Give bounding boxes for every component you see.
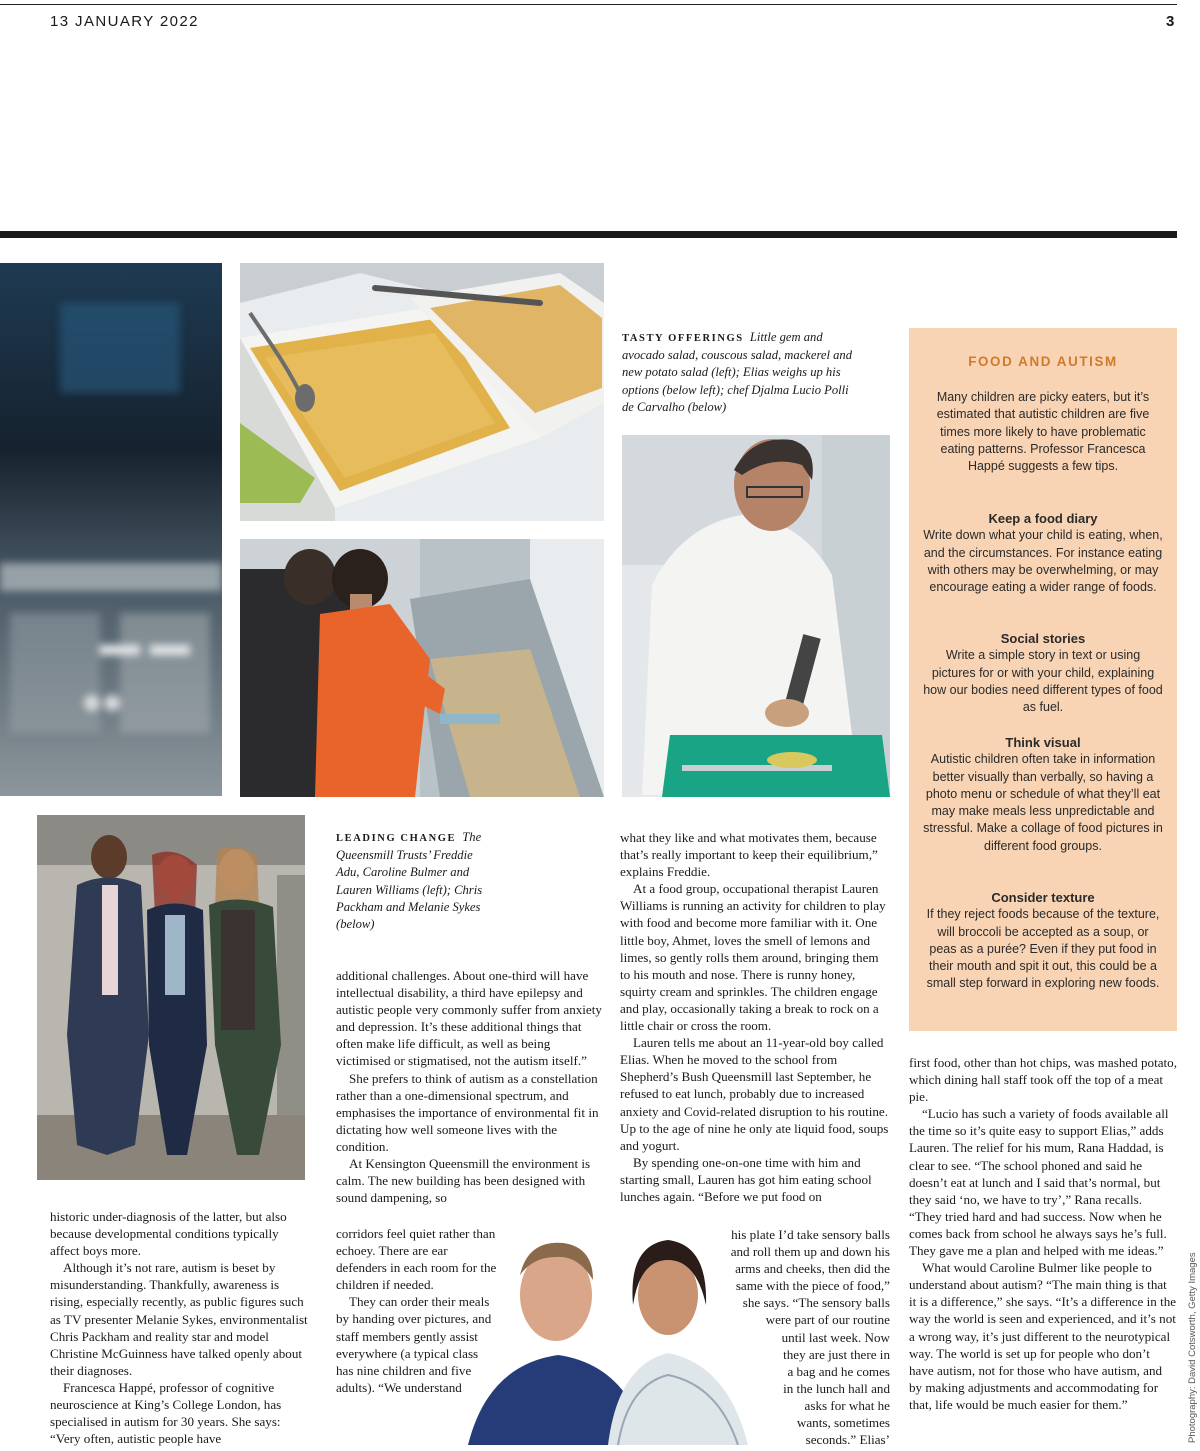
tip-text: If they reject foods because of the texture, will broccoli be accepted as a soup, or peas as a purée? Even if they put food in their mouth and spit it out, this could be a small step forward in exploring new foods. bbox=[926, 907, 1160, 991]
text-line: they are just there in bbox=[783, 1346, 890, 1362]
food-and-autism-sidebar bbox=[909, 328, 1177, 1031]
tip-heading: Think visual bbox=[1005, 735, 1081, 750]
text-line: same with the piece of food,” bbox=[735, 1278, 890, 1294]
paragraph: Francesca Happé, professor of cognitive neuroscience at King’s College London, has specialised in autism for 30 years. She says: “Very often, autistic people have bbox=[50, 1379, 282, 1447]
caption-text: Little gem and avocado salad, couscous salad, mackerel and new potato salad (left); Elias weighs up his options (below left); chef Djalma Lucio Polli de Carvalho (below) bbox=[622, 330, 853, 414]
text-line: and roll them up and down his bbox=[730, 1244, 890, 1260]
article-column-2 bbox=[336, 967, 608, 1206]
elias-at-servery-photo bbox=[240, 539, 604, 797]
caption-label: LEADING CHANGE bbox=[336, 833, 457, 844]
tip-heading: Keep a food diary bbox=[988, 511, 1098, 526]
caption-text: The Queensmill Trusts’ Freddie Adu, Caroline Bulmer and Lauren Williams (left); Chris Packham and Melanie Sykes (below) bbox=[336, 830, 483, 932]
article-column-3 bbox=[620, 829, 890, 1205]
paragraph: corridors feel quiet rather than echoey. There are ear defenders in each room for the children if needed. bbox=[336, 1226, 497, 1293]
text-line: she says. “The sensory balls bbox=[742, 1295, 890, 1311]
tip-heading: Consider texture bbox=[991, 890, 1095, 905]
sidebar-tip bbox=[923, 510, 1163, 596]
paragraph: Although it’s not rare, autism is beset by misunderstanding. Thankfully, awareness is rising, especially recently, as public figures such as TV presenter Melanie Sykes, environmentalist Chris Packham and reality star and model Christine McGuinness have talked openly about their diagnoses. bbox=[50, 1260, 308, 1378]
text-line: were part of our routine bbox=[765, 1312, 890, 1328]
tip-heading: Social stories bbox=[1000, 631, 1086, 646]
section-rule bbox=[0, 231, 1177, 238]
photo-credit bbox=[1187, 1253, 1197, 1443]
paragraph: At Kensington Queensmill the environment is calm. The new building has been designed with sound dampening, so bbox=[336, 1156, 591, 1206]
text-line: until last week. Now bbox=[781, 1329, 890, 1345]
page-number: 3 bbox=[1166, 13, 1175, 30]
paragraph: They can order their meals by handing over pictures, and staff members gently assist everywhere (a typical class has nine children and five adults). “We understand bbox=[336, 1294, 492, 1395]
top-hairline bbox=[0, 4, 1177, 5]
paragraph: “Lucio has such a variety of foods available all the time so it’s quite easy to support Elias,” adds Lauren. The relief for his mum, Rana Haddad, is clear to see. “The school phoned and said he doesn’t eat at lunch and I said that’s normal, but they said ‘no, we have to try’,” Rana recalls. “They tried hard and had success. Now when he comes back from school he always says he’s full. They gave me a plan and helped with me ideas.” bbox=[909, 1106, 1169, 1259]
paragraph: Lauren tells me about an 11-year-old boy called Elias. When he moved to the school from Shepherd’s Bush Queensmill last September, he refused to eat lunch, probably due to increased anxiety and Covid-related disruption to his routine. Up to the age of nine he only ate liquid food, soups and yogurt. bbox=[620, 1035, 889, 1153]
corridor-photo bbox=[0, 263, 222, 796]
tip-text: Write down what your child is eating, when, and the circumstances. For instance eating with others may be overwhelming, or may encourage eating a wider range of foods. bbox=[923, 528, 1163, 595]
caption-leading-change bbox=[336, 829, 496, 933]
text-line: wants, sometimes bbox=[796, 1415, 890, 1431]
paragraph: She prefers to think of autism as a constellation rather than a one-dimensional spectrum, and emphasises the importance of environmental fit in dictating how well someone lives with the condition. bbox=[336, 1070, 599, 1154]
text-line: a bag and he comes bbox=[787, 1363, 890, 1379]
sidebar-title: FOOD AND AUTISM bbox=[968, 354, 1118, 369]
paragraph: historic under-diagnosis of the latter, but also because developmental conditions typically affect boys more. bbox=[50, 1209, 287, 1259]
paragraph: By spending one-on-one time with him and starting small, Lauren has got him eating school lunches again. “Before we put food on bbox=[620, 1154, 872, 1204]
issue-date: 13 JANUARY 2022 bbox=[50, 13, 199, 30]
article-column-4 bbox=[909, 1054, 1177, 1413]
text-line: seconds.” Elias’ bbox=[805, 1432, 890, 1448]
sidebar-intro: Many children are picky eaters, but it’s estimated that autistic children are five times more likely to have problematic eating patterns. Professor Francesca Happé suggests a few tips. bbox=[936, 390, 1150, 474]
sidebar-tip bbox=[923, 889, 1163, 993]
article-column-2-narrow bbox=[336, 1225, 498, 1396]
text-line: his plate I’d take sensory balls bbox=[731, 1227, 890, 1242]
paragraph: At a food group, occupational therapist Lauren Williams is running an activity for children to play with food and become more familiar with it. One little boy, Ahmet, loves the smell of lemons and limes, so gently rolls them around, bringing them to his mouth and nose. There is runny honey, squirty cream and sprinkles. The children engage and play, occasionally taking a break to rock on a little chair or cross the room. bbox=[620, 881, 886, 1034]
tip-text: Write a simple story in text or using pictures for or with your child, explaining how our bodies need different types of food as fuel. bbox=[923, 648, 1163, 715]
caption-tasty-offerings bbox=[622, 329, 856, 416]
group-portrait-photo bbox=[37, 815, 305, 1180]
paragraph: first food, other than hot chips, was mashed potato, which dining hall staff took off the top of a meat pie. bbox=[909, 1055, 1178, 1105]
tip-text: Autistic children often take in information better visually than verbally, so having a photo menu or schedule of what they’ll eat may make meals less unpredictable and stressful. Make a collage of food pictures in different food groups. bbox=[923, 752, 1163, 853]
text-line: asks for what he bbox=[804, 1397, 890, 1413]
chef-grating-photo bbox=[622, 435, 890, 797]
caption-label: TASTY OFFERINGS bbox=[622, 333, 744, 344]
text-line: arms and cheeks, then did the bbox=[735, 1261, 890, 1277]
buffet-trays-photo bbox=[240, 263, 604, 521]
article-column-3-wrap bbox=[620, 1226, 890, 1448]
sidebar-tip bbox=[923, 734, 1163, 855]
sidebar-tip bbox=[923, 630, 1163, 716]
article-column-1 bbox=[50, 1208, 308, 1447]
photo-credit-text: Photography: David Cotsworth, Getty Images bbox=[1187, 1252, 1198, 1443]
paragraph: additional challenges. About one-third will have intellectual disability, a third have epilepsy and autistic people very commonly suffer from anxiety and depression. It’s these additional things that often make life difficult, as well as being victimised or stigmatised, not the autism itself.” bbox=[336, 968, 602, 1069]
paragraph: What would Caroline Bulmer like people to understand about autism? “The main thing is that it is a difference,” she says. “It’s a difference in the way the world is seen and experienced, and it’s not a wrong way, it’s just different to the neurotypical way. The world is set up for people who don’t have autism, not for those who have autism, and by making adjustments and accommodating for that, life would be much easier for them.” bbox=[909, 1260, 1177, 1412]
paragraph: what they like and what motivates them, because that’s really important to keep their equilibrium,” explains Freddie. bbox=[620, 830, 878, 880]
text-line: in the lunch hall and bbox=[783, 1380, 890, 1396]
